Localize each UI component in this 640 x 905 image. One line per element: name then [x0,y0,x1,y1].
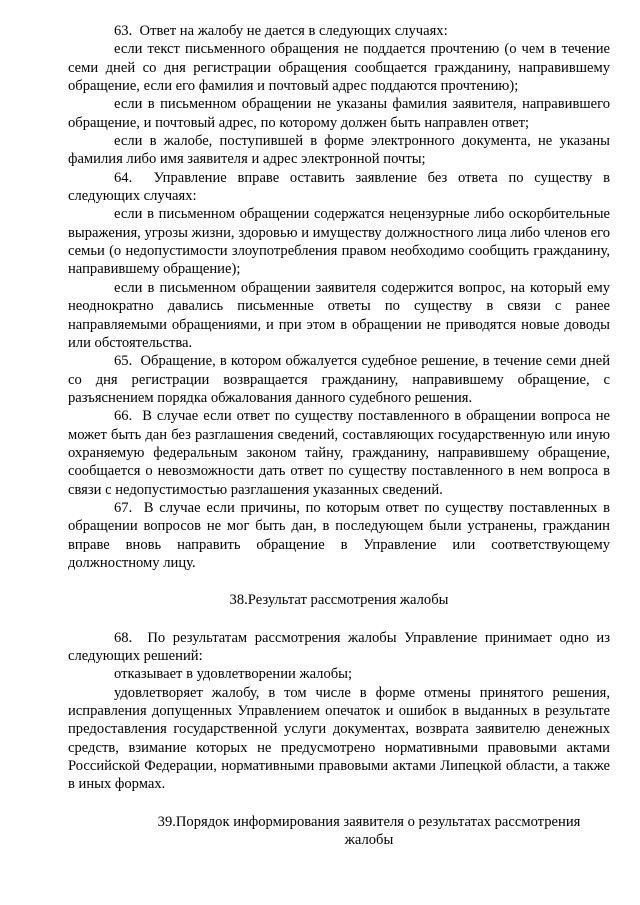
paragraph-64-item-1: если в письменном обращении содержатся нецензурные либо оскорбительные выражения, угрозы жизни, здоровью и имуществу должностного лица либо членов его семьи (о недопустимости злоупотребления правом необходимо сообщить гражданину, направившему обращение); [68,206,610,278]
paragraph-63-item-1: если текст письменного обращения не поддается прочтению (о чем в течение семи дней со дня регистрации обращения сообщается гражданину, направившему обращение, если его фамилия и почтовый адрес поддаются прочтению); [68,41,610,95]
paragraph-63-item-2: если в письменном обращении не указаны фамилия заявителя, направившего обращение, и почтовый адрес, по которому должен быть направлен ответ; [68,96,610,131]
paragraph-68-item-2: удовлетворяет жалобу, в том числе в форме отмены принятого решения, исправления допущенных Управлением опечаток и ошибок в выданных в результате предоставления государственной услуги документах, возврата заявителю денежных средств, взимание которых не предусмотрено нормативными правовыми актами Российской Федерации, нормативными правовыми актами Липецкой области, а также в иных формах. [68,684,610,793]
section-heading-39: 39.Порядок информирования заявителя о результатах рассмотрения жалобы [157,813,581,849]
paragraph-68: 68. По результатам рассмотрения жалобы Управление принимает одно из следующих решений: [68,629,610,664]
paragraph-65: 65. Обращение, в котором обжалуется судебное решение, в течение семи дней со дня регистрации возвращается гражданину, направившему обращение, с разъяснением порядка обжалования данного судебного решения. [68,353,610,406]
section-heading-38: 38.Результат рассмотрения жалобы [229,592,449,609]
document-page [68,22,610,849]
paragraph-68-item-1: отказывает в удовлетворении жалобы; [114,666,353,683]
paragraph-64-item-2: если в письменном обращении заявителя содержится вопрос, на который ему неоднократно давались письменные ответы по существу в связи с ранее направляемыми обращениями, и при этом в обращении не приводятся новые доводы или обстоятельства. [68,279,610,351]
paragraph-67: 67. В случае если причины, по которым ответ по существу поставленных в обращении вопросов не мог быть дан, в последующем были устранены, гражданин вправе вновь направить обращение в Управление или соответствующему должностному лицу. [68,499,610,571]
paragraph-66: 66. В случае если ответ по существу поставленного в обращении вопроса не может быть дан без разглашения сведений, составляющих государственную или иную охраняемую федеральным законом тайну, гражданину, направившему обращение, сообщается о невозможности дать ответ по существу поставленного в нем вопроса в связи с недопустимостью разглашения указанных сведений. [68,408,610,498]
paragraph-63-item-3: если в жалобе, поступившей в форме электронного документа, не указаны фамилия либо имя заявителя и адрес электронной почты; [68,133,610,168]
paragraph-63: 63. Ответ на жалобу не дается в следующих случаях: [114,23,448,39]
paragraph-64: 64. Управление вправе оставить заявление без ответа по существу в следующих случаях: [68,169,610,205]
